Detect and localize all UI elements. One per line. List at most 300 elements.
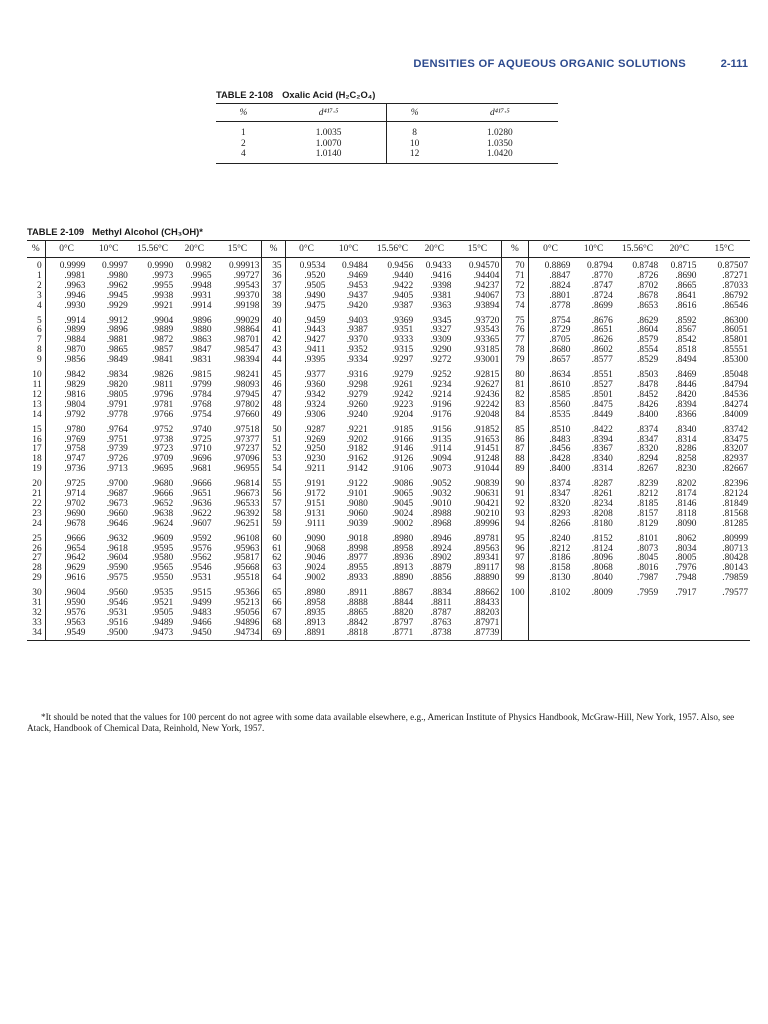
density-cell: .9370 (346, 335, 368, 346)
density-cell: .8844 (392, 598, 414, 609)
percent-cell: 31 (27, 599, 45, 609)
density-cell: .9565 (152, 563, 174, 574)
density-cell: .94734 (214, 629, 262, 640)
density-cell (660, 629, 698, 640)
density-cell: .9607 (190, 518, 212, 529)
density-cell: .9196 (430, 399, 452, 410)
density-cell: .9166 (392, 434, 414, 445)
density-cell: .8729 (549, 325, 571, 336)
percent-cell: 30 (27, 584, 45, 599)
density-cell: .9896 (190, 315, 212, 326)
density-cell: .81568 (722, 508, 748, 519)
density-cell (698, 619, 750, 629)
density-cell: .9473 (130, 629, 175, 640)
density-cell: .9045 (392, 498, 414, 509)
density-cell: .9490 (304, 290, 326, 301)
density-cell: .96392 (214, 510, 262, 520)
table-row (27, 530, 750, 545)
col-header-temperature: 10°C (327, 241, 369, 258)
density-cell: .8240 (549, 533, 571, 544)
density-cell: .9709 (152, 454, 174, 465)
density-cell: .8446 (675, 379, 697, 390)
density-cell: .9505 (152, 608, 174, 618)
density-cell: .8699 (591, 300, 613, 311)
density-cell: .8579 (637, 335, 659, 346)
percent-cell: 7 (27, 336, 45, 346)
density-cell: .9546 (190, 563, 212, 574)
density-cell: .9324 (304, 399, 326, 410)
density-cell: .8212 (549, 543, 571, 554)
density-cell: .8820 (392, 608, 414, 618)
density-cell: .8529 (637, 355, 659, 366)
density-cell: .8230 (675, 464, 697, 475)
density-cell: .9576 (190, 543, 212, 554)
table-cell: 8 (412, 128, 417, 138)
percent-cell: 56 (262, 490, 285, 500)
density-cell: .8847 (549, 270, 571, 281)
density-cell: .9363 (430, 300, 452, 311)
density-cell: .8888 (346, 598, 368, 609)
density-cell: .90631 (453, 490, 501, 500)
density-cell: .9904 (152, 315, 174, 326)
percent-cell: 64 (262, 574, 285, 584)
density-cell: .92242 (453, 401, 501, 411)
density-cell: .9260 (346, 399, 368, 410)
percent-cell: 84 (502, 411, 528, 421)
density-cell: .9638 (152, 508, 174, 519)
percent-cell: 99 (502, 574, 528, 584)
density-cell: .9377 (304, 370, 326, 381)
density-cell: .9315 (392, 345, 414, 356)
density-cell: .9646 (106, 518, 128, 529)
density-cell: .98241 (214, 366, 262, 381)
density-cell: .90839 (453, 475, 501, 490)
density-cell: .9816 (64, 389, 86, 400)
density-cell: .9889 (152, 325, 174, 336)
percent-cell: 39 (262, 302, 285, 312)
density-cell: .8367 (591, 444, 613, 455)
density-cell: .7917 (675, 588, 697, 599)
density-cell: .82937 (722, 454, 748, 465)
density-cell: .8678 (637, 290, 659, 301)
density-cell: .9595 (152, 543, 174, 554)
col-header-percent: % (27, 241, 45, 258)
density-cell (572, 599, 614, 609)
density-cell: .93365 (453, 336, 501, 346)
density-cell: .9316 (346, 370, 368, 381)
density-cell: .9884 (64, 335, 86, 346)
density-cell: .9899 (64, 325, 86, 336)
col-header-temperature: 15.56°C (615, 241, 660, 258)
density-cell: .9962 (106, 280, 128, 291)
density-cell: .9831 (190, 355, 212, 366)
running-head (0, 58, 768, 74)
density-cell: .8146 (675, 498, 697, 509)
density-cell: .8891 (285, 629, 327, 640)
density-cell: .9921 (152, 300, 174, 311)
density-cell: .9842 (64, 370, 86, 381)
density-cell: .9185 (392, 424, 414, 435)
page-number: 2-111 (720, 58, 748, 70)
density-cell: .8936 (392, 553, 414, 564)
col-header-temperature: 20°C (415, 241, 453, 258)
density-cell: 0.8715 (670, 261, 697, 271)
density-cell: 0.94570 (453, 258, 501, 272)
density-cell: .9973 (152, 270, 174, 281)
density-cell: .9242 (392, 389, 414, 400)
density-cell: .8913 (392, 563, 414, 574)
table-row (216, 139, 558, 150)
density-cell: .9261 (392, 379, 414, 390)
density-cell: .9489 (152, 617, 174, 628)
density-cell: .97096 (214, 455, 262, 465)
density-cell: .8185 (637, 498, 659, 509)
density-cell: .91451 (453, 445, 501, 455)
col-header-temperature: 20°C (175, 241, 213, 258)
density-cell: .9411 (304, 345, 326, 356)
percent-cell: 80 (502, 366, 528, 381)
density-cell: .9780 (64, 424, 86, 435)
density-cell: .8102 (549, 588, 571, 599)
density-cell: .8449 (591, 409, 613, 420)
density-cell: .8009 (591, 588, 613, 599)
density-cell: .8034 (675, 543, 697, 554)
density-cell: .85048 (722, 370, 748, 381)
percent-cell: 63 (262, 564, 285, 574)
density-cell: .9758 (64, 444, 86, 455)
density-cell: .93001 (453, 356, 501, 366)
percent-cell: 45 (262, 366, 285, 381)
density-cell: .9740 (190, 424, 212, 435)
density-cell: .80428 (722, 553, 748, 564)
density-cell: .8705 (549, 335, 571, 346)
table-row (27, 421, 750, 436)
density-cell: .9443 (304, 325, 326, 336)
table-row (27, 356, 750, 366)
density-cell: .94237 (453, 282, 501, 292)
density-cell: .93894 (453, 302, 501, 312)
density-cell (528, 629, 572, 640)
density-cell: .92815 (453, 366, 501, 381)
density-cell (660, 619, 698, 629)
density-cell: .8527 (591, 379, 613, 390)
density-cell (572, 609, 614, 619)
density-cell: .9654 (64, 543, 86, 554)
col-header-percent: % (502, 241, 528, 258)
density-cell: .9475 (304, 300, 326, 311)
density-cell: .8469 (675, 370, 697, 381)
density-cell: .89341 (453, 554, 501, 564)
percent-cell: 58 (262, 510, 285, 520)
density-cell: .9580 (152, 553, 174, 564)
density-cell: .9929 (106, 300, 128, 311)
density-cell: .97802 (214, 401, 262, 411)
col-header-temperature: 10°C (87, 241, 129, 258)
density-cell: 0.99913 (214, 258, 262, 272)
percent-cell: 52 (262, 445, 285, 455)
density-cell: .93185 (453, 346, 501, 356)
density-cell: .8101 (637, 533, 659, 544)
density-cell: .9535 (152, 588, 174, 599)
percent-cell: 25 (27, 530, 45, 545)
percent-cell: 35 (262, 258, 285, 272)
density-cell: .9269 (304, 434, 326, 445)
density-cell: .9345 (430, 315, 452, 326)
density-cell: .9252 (430, 370, 452, 381)
table-row (27, 475, 750, 490)
density-cell: .9769 (64, 434, 86, 445)
density-cell: .90210 (453, 510, 501, 520)
density-cell: .9616 (64, 573, 86, 584)
density-cell: .9856 (64, 355, 86, 366)
percent-cell: 13 (27, 401, 45, 411)
table-cell: 10 (409, 138, 420, 149)
density-cell: .79859 (722, 573, 748, 584)
density-cell: .8320 (637, 444, 659, 455)
density-cell: .9618 (106, 543, 128, 554)
density-cell: .9024 (304, 563, 326, 574)
density-cell: .9870 (64, 345, 86, 356)
density-cell: .9111 (305, 518, 326, 529)
density-cell: .9754 (190, 409, 212, 420)
density-cell: .7948 (675, 573, 697, 584)
density-cell: .9381 (430, 290, 452, 301)
density-cell: .96251 (214, 520, 262, 530)
density-cell: .8261 (591, 489, 613, 500)
density-cell: .9437 (346, 290, 368, 301)
density-cell: .8770 (591, 270, 613, 281)
density-cell: .8152 (591, 533, 613, 544)
density-cell (572, 619, 614, 629)
density-cell: .8911 (347, 588, 368, 599)
density-cell: .9230 (304, 454, 326, 465)
percent-cell: 0 (27, 258, 45, 272)
density-cell: .84274 (722, 399, 748, 410)
density-cell: .9211 (304, 464, 326, 475)
density-cell: .9453 (346, 280, 368, 291)
density-cell: .9963 (64, 280, 86, 291)
density-cell (698, 609, 750, 619)
percent-cell: 81 (502, 381, 528, 391)
density-cell: .9673 (106, 498, 128, 509)
table-108-col-percent: % (387, 104, 442, 122)
density-cell: .9766 (152, 409, 174, 420)
density-cell: .9440 (392, 270, 414, 281)
density-cell: .93543 (453, 326, 501, 336)
density-cell: .9549 (45, 629, 87, 640)
density-cell: .88203 (453, 609, 501, 619)
table-108-col-percent: % (216, 104, 271, 122)
density-cell: .8629 (637, 315, 659, 326)
density-cell: .9914 (64, 315, 86, 326)
density-cell: .89563 (453, 545, 501, 555)
density-cell: .95056 (214, 609, 262, 619)
density-cell: .99543 (214, 282, 262, 292)
density-cell: .9010 (430, 498, 452, 509)
density-cell: .9146 (392, 444, 414, 455)
density-cell: .96108 (214, 530, 262, 545)
density-cell: .9101 (346, 489, 368, 500)
col-header-temperature: 15.56°C (130, 241, 175, 258)
percent-cell: 67 (262, 609, 285, 619)
density-cell: .91248 (453, 455, 501, 465)
density-cell: .87271 (722, 270, 748, 281)
density-cell: .8347 (637, 434, 659, 445)
density-cell: .94067 (453, 292, 501, 302)
density-cell: .9562 (190, 553, 212, 564)
density-cell: .9297 (392, 355, 414, 366)
percent-cell: 43 (262, 346, 285, 356)
density-cell: .87971 (453, 619, 501, 629)
percent-cell: 19 (27, 465, 45, 475)
density-cell: .9575 (106, 573, 128, 584)
density-cell: .8174 (675, 489, 697, 500)
percent-cell: 61 (262, 545, 285, 555)
density-cell: .8935 (304, 608, 326, 618)
density-cell: .9065 (392, 489, 414, 500)
table-109-number: TABLE 2-109 (27, 226, 85, 237)
density-cell: .9695 (152, 464, 174, 475)
density-cell: .9327 (430, 325, 452, 336)
col-header-temperature: 15.56°C (370, 241, 415, 258)
density-cell: .9114 (430, 444, 452, 455)
table-row (27, 258, 750, 272)
density-cell: .7959 (637, 588, 659, 599)
density-cell: .9687 (106, 489, 128, 500)
density-cell: .9560 (106, 588, 128, 599)
percent-cell: 20 (27, 475, 45, 490)
density-cell: .8124 (591, 543, 613, 554)
percent-cell: 28 (27, 564, 45, 574)
density-cell: .9713 (106, 464, 128, 475)
density-cell: .8676 (591, 315, 613, 326)
density-cell: .9309 (430, 335, 452, 346)
density-cell: .97377 (214, 436, 262, 446)
density-cell: .97945 (214, 391, 262, 401)
percent-cell: 44 (262, 356, 285, 366)
percent-cell: 12 (27, 391, 45, 401)
density-cell: .9046 (304, 553, 326, 564)
percent-cell: 74 (502, 302, 528, 312)
density-cell: .8005 (675, 553, 697, 564)
density-cell: .98701 (214, 336, 262, 346)
density-cell: .9811 (152, 379, 174, 390)
table-cell: 1.0420 (442, 149, 558, 163)
percent-cell: 22 (27, 500, 45, 510)
density-cell: .8924 (430, 543, 452, 554)
table-row (216, 122, 558, 139)
density-cell (698, 599, 750, 609)
density-cell: .8400 (549, 464, 571, 475)
col-header-temperature: 0°C (285, 241, 327, 258)
percent-cell: 86 (502, 436, 528, 446)
density-cell: .9398 (430, 280, 452, 291)
density-cell: .8626 (591, 335, 613, 346)
density-cell: .9805 (106, 389, 128, 400)
footnote-text: *It should be noted that the values for 100 percent do not agree with some data available elsewhere, e.g., American Institute of Physics Handbook, McGraw-Hill, New York, 1957. Also, see Atack, Handbook of Chemical Data, Reinhold, New York, 1957. (27, 712, 735, 733)
table-row (27, 465, 750, 475)
percent-cell: 71 (502, 272, 528, 282)
table-row (27, 366, 750, 381)
percent-cell: 24 (27, 520, 45, 530)
density-cell: .8452 (637, 389, 659, 400)
density-cell: .8690 (675, 270, 697, 281)
table-cell: 2 (241, 138, 246, 149)
density-cell: .9791 (106, 399, 128, 410)
table-row (27, 609, 750, 619)
percent-cell: 48 (262, 401, 285, 411)
density-cell: .96814 (214, 475, 262, 490)
density-cell: .8286 (675, 444, 697, 455)
density-cell: .8293 (549, 508, 571, 519)
percent-cell: 27 (27, 554, 45, 564)
density-cell: .8818 (327, 629, 369, 640)
density-cell: .9690 (64, 508, 86, 519)
percent-cell: 6 (27, 326, 45, 336)
percent-cell: 62 (262, 554, 285, 564)
density-cell: .8422 (591, 424, 613, 435)
percent-cell: 11 (27, 381, 45, 391)
density-cell: .9865 (106, 345, 128, 356)
density-cell: .9191 (304, 479, 326, 490)
density-cell: .99727 (214, 272, 262, 282)
density-cell: .8834 (430, 588, 452, 599)
density-cell (660, 599, 698, 609)
density-cell (660, 609, 698, 619)
density-cell: .9531 (190, 573, 212, 584)
density-cell: .83207 (722, 444, 748, 455)
density-cell: .88433 (453, 599, 501, 609)
density-cell: .9018 (346, 533, 368, 544)
density-cell: .9039 (346, 518, 368, 529)
density-cell: .91852 (453, 421, 501, 436)
density-cell: .8118 (675, 508, 697, 519)
density-cell: .9182 (346, 444, 368, 455)
density-cell: .8045 (637, 553, 659, 564)
percent-cell: 17 (27, 445, 45, 455)
density-cell: .85300 (722, 355, 748, 366)
density-cell: .9784 (190, 389, 212, 400)
density-cell: .9142 (346, 464, 368, 475)
density-cell: .8129 (637, 518, 659, 529)
density-cell: .9032 (430, 489, 452, 500)
density-cell: .9369 (392, 315, 414, 326)
percent-cell: 65 (262, 584, 285, 599)
density-cell: .8394 (675, 399, 697, 410)
percent-cell: 57 (262, 500, 285, 510)
percent-cell: 32 (27, 609, 45, 619)
density-cell: .95518 (214, 574, 262, 584)
footnote (27, 712, 752, 734)
density-cell: .99029 (214, 312, 262, 327)
density-cell: .8726 (637, 270, 659, 281)
density-cell: .9090 (304, 533, 326, 544)
percent-cell: 96 (502, 545, 528, 555)
density-cell: .9792 (64, 409, 86, 420)
percent-cell: 8 (27, 346, 45, 356)
density-cell: .8958 (392, 543, 414, 554)
density-cell: .9073 (430, 464, 452, 475)
density-cell: .8347 (549, 489, 571, 500)
density-cell: .8641 (675, 290, 697, 301)
table-cell: 1 (241, 128, 246, 138)
table-row (27, 599, 750, 609)
density-cell: .8239 (637, 479, 659, 490)
density-cell: .9781 (152, 399, 174, 410)
density-cell: .9094 (430, 454, 452, 465)
density-cell: .8130 (549, 573, 571, 584)
table-cell: 1.0035 (271, 122, 387, 139)
